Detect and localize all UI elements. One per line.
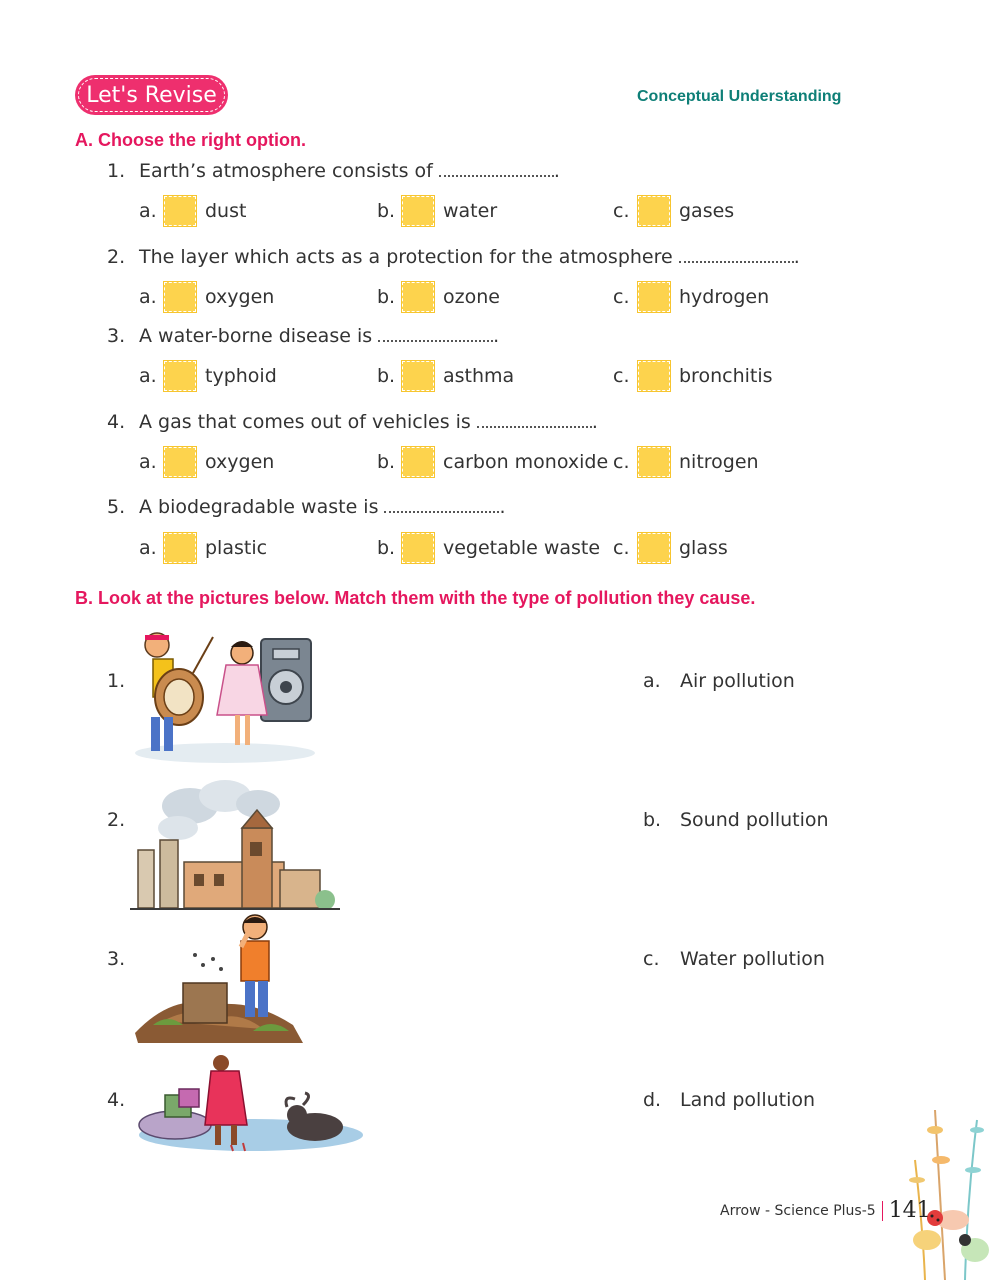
picture-number-3: 3. (107, 948, 126, 970)
q5-option-a[interactable]: a. plastic (139, 533, 267, 563)
question-5: 5. A biodegradable waste is . (107, 496, 506, 518)
q2-option-a[interactable]: a. oxygen (139, 282, 274, 312)
q4-option-b[interactable]: b. carbon monoxide (377, 447, 608, 477)
question-4: 4. A gas that comes out of vehicles is . (107, 411, 598, 433)
q5-option-c[interactable]: c. glass (613, 533, 728, 563)
q2-option-b[interactable]: b. ozone (377, 282, 500, 312)
answer-blank (679, 247, 794, 263)
answer-box[interactable] (402, 533, 434, 563)
q1-option-a[interactable]: a. dust (139, 196, 246, 226)
q3-option-c[interactable]: c. bronchitis (613, 361, 773, 391)
floral-decoration-icon (905, 1100, 989, 1280)
section-b-heading: B. Look at the pictures below. Match them with the type of pollution they cause. (75, 588, 756, 608)
q2-option-c[interactable]: c. hydrogen (613, 282, 769, 312)
match-option-b: b. Sound pollution (643, 809, 829, 831)
answer-box[interactable] (164, 361, 196, 391)
footer-divider (882, 1201, 883, 1221)
picture-number-2: 2. (107, 809, 126, 831)
answer-box[interactable] (638, 196, 670, 226)
answer-box[interactable] (402, 282, 434, 312)
match-option-a: a. Air pollution (643, 670, 795, 692)
q3-option-b[interactable]: b. asthma (377, 361, 514, 391)
answer-box[interactable] (638, 282, 670, 312)
factory-smoke-illustration (130, 770, 340, 912)
answer-box[interactable] (164, 533, 196, 563)
boy-garbage-heap-illustration (133, 913, 313, 1048)
page-number: 141 (888, 1198, 931, 1223)
match-option-d: d. Land pollution (643, 1089, 816, 1111)
question-1: 1. Earth’s atmosphere consists of . (107, 160, 560, 182)
book-title: Arrow - Science Plus-5 (720, 1202, 876, 1219)
question-2: 2. The layer which acts as a protection for the atmosphere . (107, 246, 800, 268)
answer-blank (439, 161, 554, 177)
answer-box[interactable] (164, 282, 196, 312)
answer-box[interactable] (402, 196, 434, 226)
answer-blank (378, 326, 493, 342)
picture-number-4: 4. (107, 1089, 126, 1111)
answer-box[interactable] (402, 361, 434, 391)
q1-option-c[interactable]: c. gases (613, 196, 734, 226)
answer-box[interactable] (638, 447, 670, 477)
badge-label: Let's Revise (86, 82, 217, 108)
category-label: Conceptual Understanding (637, 88, 842, 105)
match-option-c: c. Water pollution (643, 948, 825, 970)
answer-blank (477, 412, 592, 428)
q1-option-b[interactable]: b. water (377, 196, 497, 226)
page-footer (720, 1198, 931, 1223)
q4-option-a[interactable]: a. oxygen (139, 447, 274, 477)
answer-box[interactable] (164, 447, 196, 477)
answer-box[interactable] (638, 361, 670, 391)
answer-box[interactable] (402, 447, 434, 477)
answer-box[interactable] (638, 533, 670, 563)
picture-number-1: 1. (107, 670, 126, 692)
section-a-heading: A. Choose the right option. (75, 130, 306, 150)
q5-option-b[interactable]: b. vegetable waste (377, 533, 600, 563)
answer-box[interactable] (164, 196, 196, 226)
answer-blank (384, 497, 499, 513)
lets-revise-badge (75, 75, 228, 115)
woman-washing-river-buffalo-illustration (135, 1055, 367, 1155)
q3-option-a[interactable]: a. typhoid (139, 361, 277, 391)
children-drum-speaker-illustration (133, 625, 318, 765)
question-3: 3. A water-borne disease is . (107, 325, 500, 347)
q4-option-c[interactable]: c. nitrogen (613, 447, 759, 477)
